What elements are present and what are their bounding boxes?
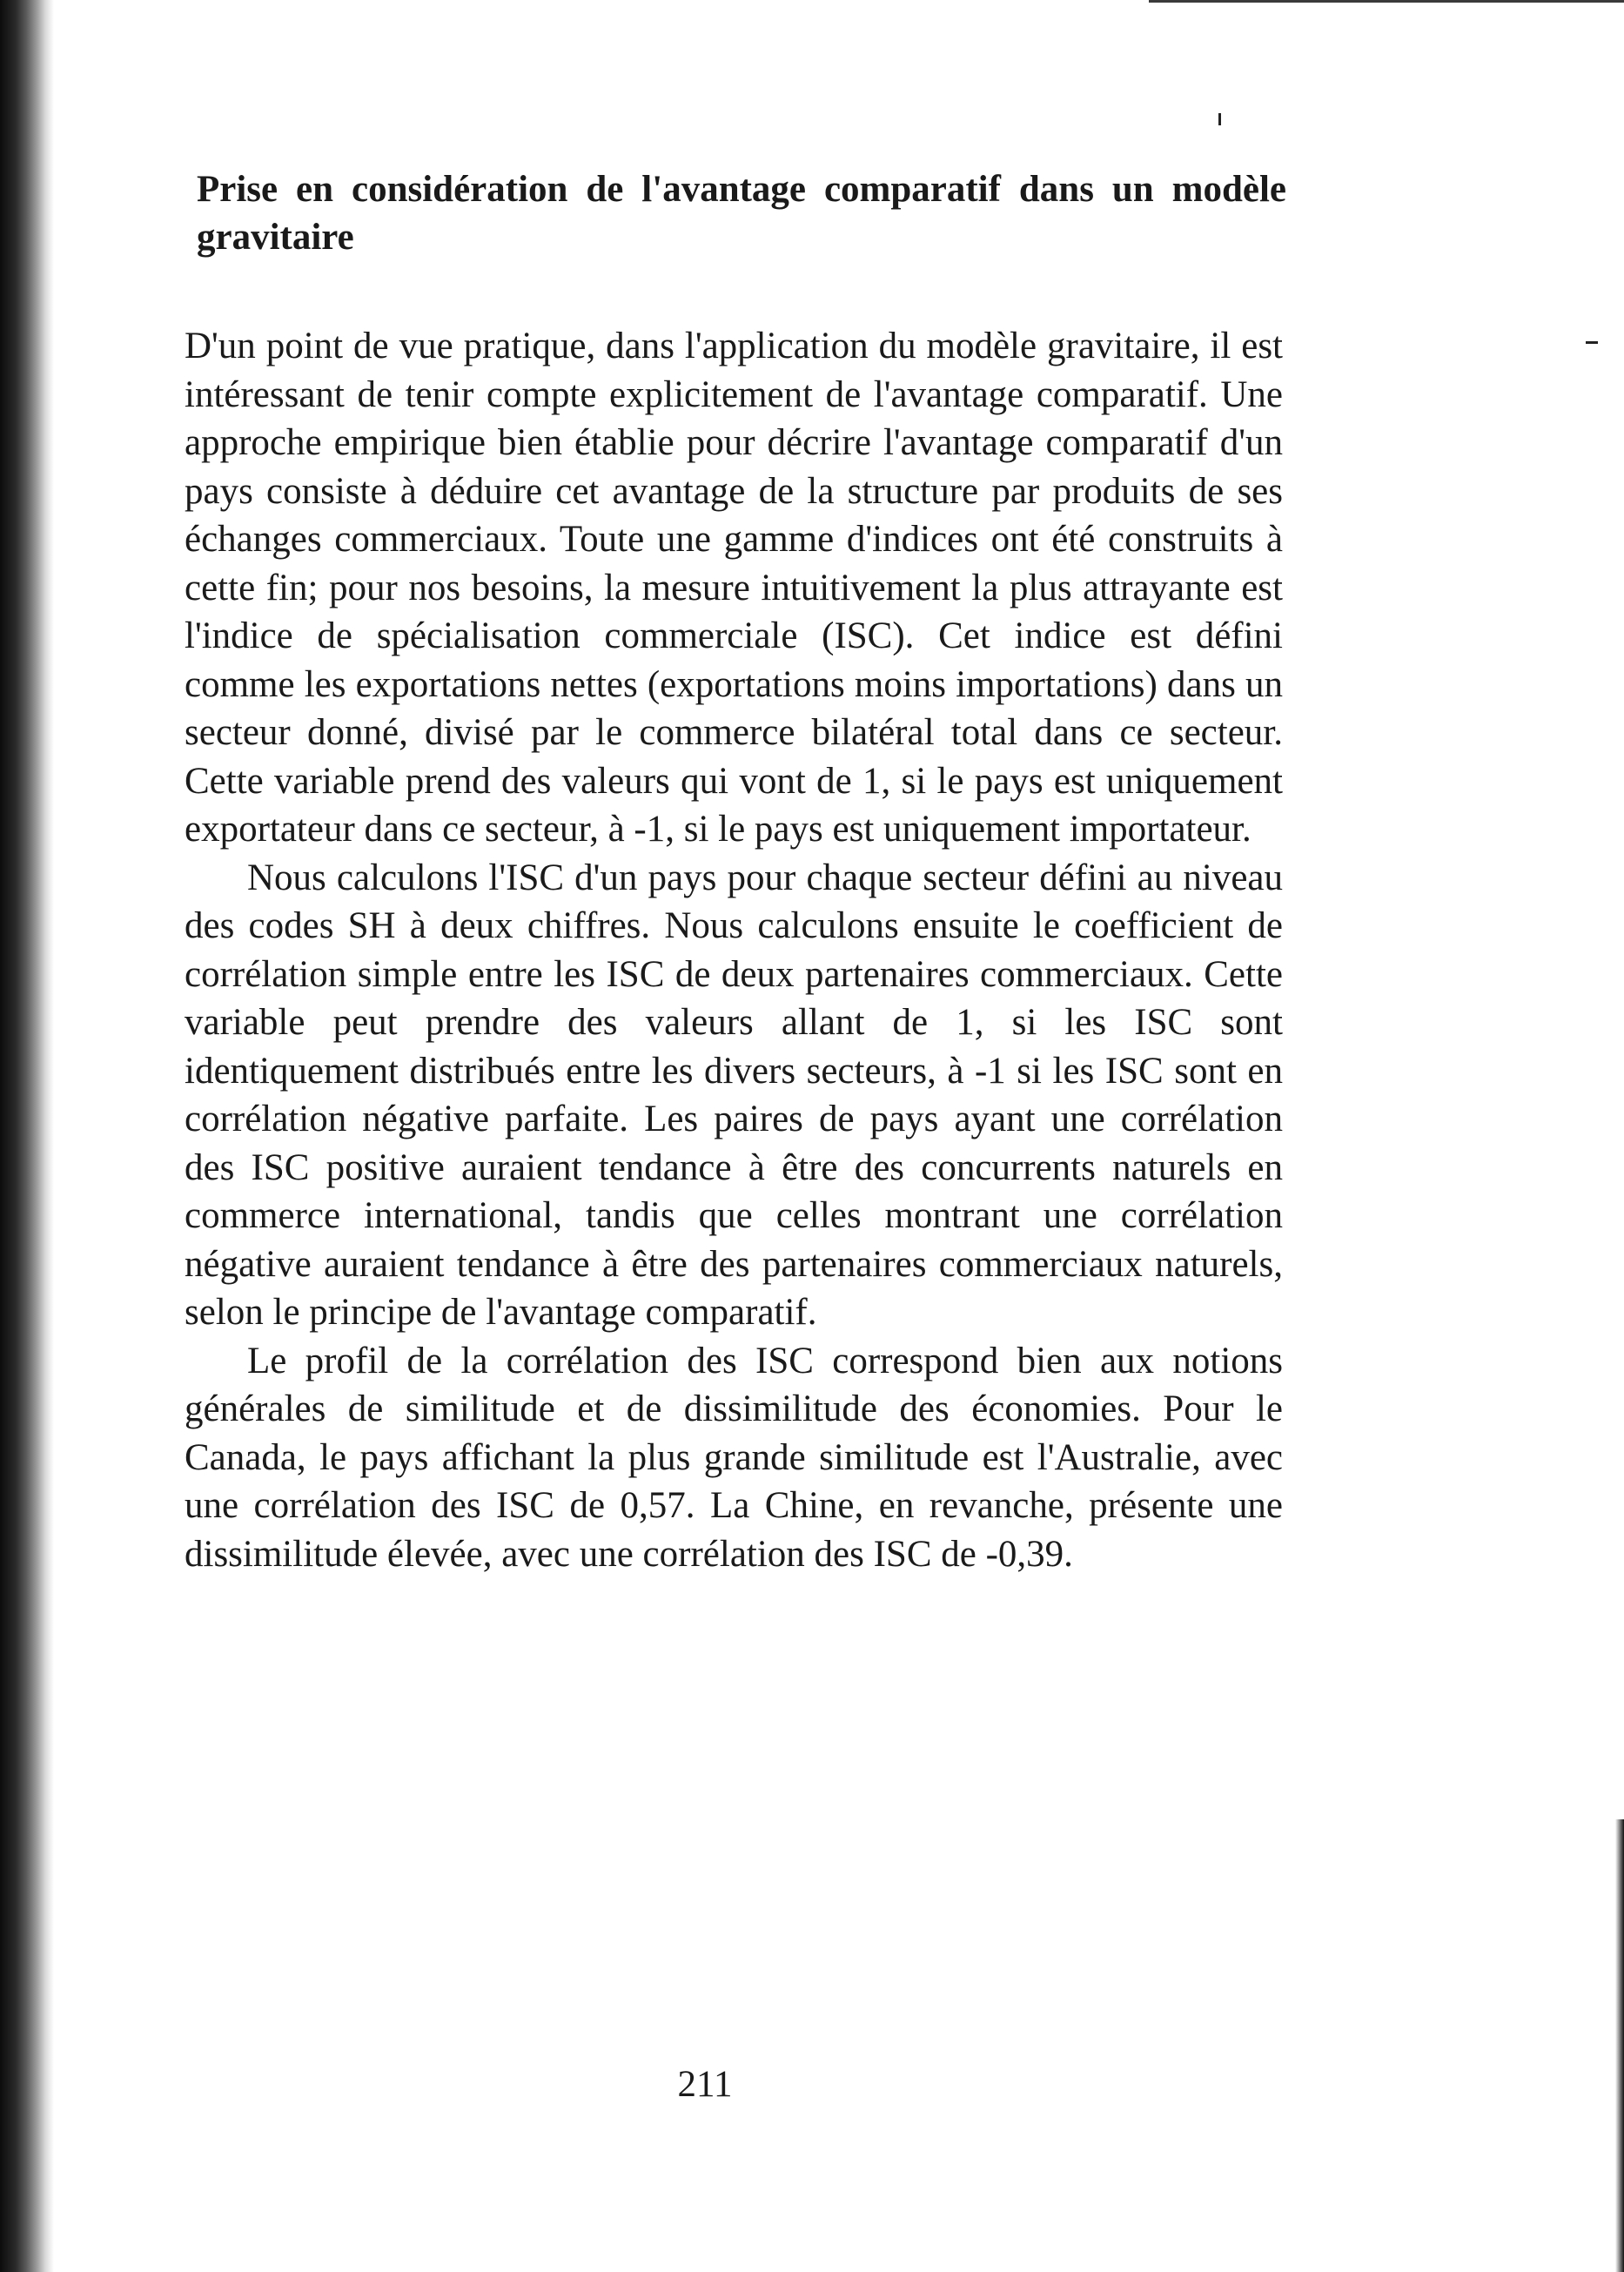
scan-top-rule [1149,0,1624,3]
scan-mark [1586,341,1598,344]
paragraph: Le profil de la corrélation des ISC correspond bien aux notions générales de similitude et de dissimilitude des économies. Pour le Canada, le pays affichant la plus grande similitude est l'Australie, avec une corrélation des ISC de 0,57. La Chine, en revanche, présente une dissimilitude élevée, avec une corrélation des ISC de -0,39. [185,1340,1283,1575]
scan-mark [1218,113,1221,125]
paragraph: Nous calculons l'ISC d'un pays pour chaque secteur défini au niveau des codes SH à deux chiffres. Nous calculons ensuite le coefficient de corrélation simple entre les ISC de deux partenaires commerciaux. Cette variable peut prendre des valeurs allant de 1, si les ISC sont identiquement distribués entre les divers secteurs, à -1 si les ISC sont en corrélation négative parfaite. Les paires de pays ayant une corrélation des ISC positive auraient tendance à être des concurrents naturels en commerce international, tandis que celles montrant une corrélation négative auraient tendance à être des partenaires commerciaux naturels, selon le principe de l'avantage comparatif. [185,857,1283,1333]
scan-binding-edge [0,0,54,2272]
scan-right-edge [1615,1819,1624,2272]
body-text [185,322,1283,1578]
paragraph: D'un point de vue pratique, dans l'application du modèle gravitaire, il est intéressant de tenir compte explicitement de l'avantage comparatif. Une approche empirique bien établie pour décrire l'avantage comparatif d'un pays consiste à déduire cet avantage de la structure par produits de ses échanges commerciaux. Toute une gamme d'indices ont été construits à cette fin; pour nos besoins, la mesure intuitivement la plus attrayante est l'indice de spécialisation commerciale (ISC). Cet indice est défini comme les exportations nettes (exportations moins importations) dans un secteur donné, divisé par le commerce bilatéral total dans ce secteur. Cette variable prend des valeurs qui vont de 1, si le pays est uniquement exportateur dans ce secteur, à -1, si le pays est uniquement importateur. [185,326,1283,850]
section-heading: Prise en considération de l'avantage comparatif dans un modèle gravitaire [197,169,1286,258]
page-number: 211 [677,2064,733,2105]
